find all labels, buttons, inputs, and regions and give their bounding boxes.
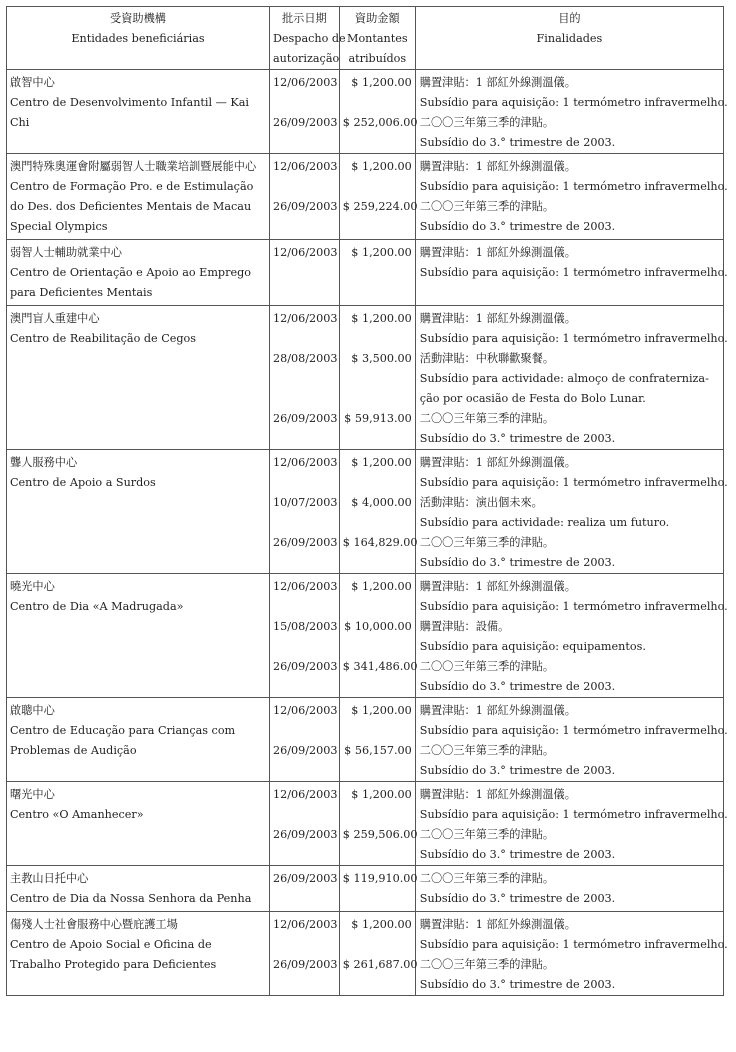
purpose-pt: Subsídio do 3.° trimestre de 2003. xyxy=(419,220,616,233)
grant-amount: $ 59,913.00 xyxy=(344,412,412,425)
amount-cell xyxy=(339,782,418,866)
spacer xyxy=(343,369,412,389)
grant-amount: $ 164,829.00 xyxy=(342,536,418,549)
spacer xyxy=(343,389,412,409)
entity-name-zh: 主教山日托中心 xyxy=(10,872,89,885)
grant-date: 26/09/2003 xyxy=(272,200,338,213)
grant-amount: $ 1,200.00 xyxy=(351,246,412,259)
purpose-cell xyxy=(415,698,728,782)
grant-amount: $ 1,200.00 xyxy=(351,704,412,717)
purpose-pt: Subsídio do 3.° trimestre de 2003. xyxy=(419,432,616,445)
header-date-pt1: Despacho de xyxy=(272,32,346,45)
spacer xyxy=(343,473,412,493)
purpose-pt: Subsídio para aquisição: 1 termómetro infravermelho. xyxy=(419,476,728,489)
spacer xyxy=(273,217,336,237)
header-purpose xyxy=(415,7,723,70)
spacer xyxy=(273,889,336,909)
grant-date: 12/06/2003 xyxy=(272,246,338,259)
purpose-zh: 購置津貼：1 部紅外線測溫儀。 xyxy=(419,246,576,259)
entity-cell xyxy=(7,574,270,698)
header-amount-zh: 資助金額 xyxy=(354,12,400,25)
purpose-zh: 二〇〇三年第三季的津貼。 xyxy=(419,872,555,885)
grant-date: 26/09/2003 xyxy=(272,828,338,841)
date-cell xyxy=(269,912,339,996)
entity-name-pt: Centro de Apoio Social e Oficina de Trabalho Protegido para Deficientes xyxy=(10,938,217,971)
purpose-cell xyxy=(415,912,728,996)
amount-cell xyxy=(339,70,418,154)
grant-date: 28/08/2003 xyxy=(272,352,338,365)
purpose-zh: 二〇〇三年第三季的津貼。 xyxy=(419,412,555,425)
spacer xyxy=(273,513,336,533)
amount-cell xyxy=(339,698,415,782)
table-row xyxy=(7,912,724,996)
entity-cell xyxy=(7,912,270,996)
purpose-pt: Subsídio do 3.° trimestre de 2003. xyxy=(419,556,616,569)
grant-date: 12/06/2003 xyxy=(272,580,338,593)
entity-cell xyxy=(7,866,270,912)
spacer xyxy=(273,263,336,283)
header-purpose-zh: 目的 xyxy=(558,12,581,25)
header-date xyxy=(269,7,346,70)
date-cell xyxy=(269,240,339,306)
table-row xyxy=(7,574,724,698)
purpose-pt: Subsídio para aquisição: 1 termómetro infravermelho. xyxy=(419,724,728,737)
entity-name-zh: 傷殘人士社會服務中心暨庇護工場 xyxy=(10,918,178,931)
table-row xyxy=(7,698,724,782)
entity-name-zh: 曙光中心 xyxy=(10,788,55,801)
purpose-zh: 購置津貼：1 部紅外線測溫儀。 xyxy=(419,76,576,89)
table-row xyxy=(7,866,724,912)
amount-cell xyxy=(339,306,415,450)
purpose-zh: 二〇〇三年第三季的津貼。 xyxy=(419,744,555,757)
spacer xyxy=(343,553,412,573)
spacer xyxy=(343,889,412,909)
grant-amount: $ 3,500.00 xyxy=(351,352,412,365)
purpose-pt: Subsídio para aquisição: 1 termómetro infravermelho. xyxy=(419,180,728,193)
purpose-pt: Subsídio para actividade: realiza um futuro. xyxy=(419,516,670,529)
grant-date: 12/06/2003 xyxy=(272,788,338,801)
table-body xyxy=(7,70,728,996)
purpose-pt: Subsídio para aquisição: equipamentos. xyxy=(419,640,646,653)
amount-cell xyxy=(339,450,418,574)
spacer xyxy=(273,389,336,409)
grant-date: 15/08/2003 xyxy=(272,620,338,633)
entity-name-pt: Centro de Reabilitação de Cegos xyxy=(10,332,197,345)
grant-date: 26/09/2003 xyxy=(272,412,338,425)
spacer xyxy=(273,677,336,697)
spacer xyxy=(273,845,336,865)
spacer xyxy=(273,93,336,113)
spacer xyxy=(273,637,336,657)
purpose-pt: Subsídio do 3.° trimestre de 2003. xyxy=(419,680,616,693)
spacer xyxy=(343,513,412,533)
entity-name-pt: Centro de Dia da Nossa Senhora da Penha xyxy=(10,892,252,905)
purpose-zh: 購置津貼：1 部紅外線測溫儀。 xyxy=(419,788,576,801)
purpose-cell xyxy=(415,866,723,912)
entity-cell xyxy=(7,240,270,306)
entity-name-zh: 曉光中心 xyxy=(10,580,55,593)
header-entity-zh: 受資助機構 xyxy=(110,12,166,25)
table-row xyxy=(7,154,724,240)
grant-amount: $ 4,000.00 xyxy=(351,496,412,509)
grant-amount: $ 1,200.00 xyxy=(351,312,412,325)
entity-name-pt: Centro «O Amanhecer» xyxy=(10,808,144,821)
grant-amount: $ 261,687.00 xyxy=(342,958,418,971)
header-entity xyxy=(7,7,270,70)
grant-amount: $ 259,224.00 xyxy=(342,200,418,213)
entity-cell xyxy=(7,154,270,240)
purpose-pt: Subsídio para aquisição: 1 termómetro infravermelho. xyxy=(419,600,728,613)
date-cell xyxy=(269,782,339,866)
grant-date: 26/09/2003 xyxy=(272,536,338,549)
table-row xyxy=(7,306,724,450)
date-cell xyxy=(269,450,339,574)
purpose-cell xyxy=(415,240,728,306)
entity-cell xyxy=(7,450,270,574)
spacer xyxy=(343,177,412,197)
spacer xyxy=(343,935,412,955)
header-amount-pt2: atribuídos xyxy=(348,52,407,65)
entity-name-zh: 弱智人士輔助就業中心 xyxy=(10,246,122,259)
purpose-pt: Subsídio para aquisição: 1 termómetro infravermelho. xyxy=(419,332,728,345)
spacer xyxy=(273,473,336,493)
purpose-zh: 購置津貼：1 部紅外線測溫儀。 xyxy=(419,456,576,469)
entity-name-pt: Centro de Formação Pro. e de Estimulação do Des. dos Deficientes Mentais de Macau Special Olympics xyxy=(10,180,254,233)
grant-date: 12/06/2003 xyxy=(272,704,338,717)
table-row xyxy=(7,70,724,154)
grant-amount: $ 1,200.00 xyxy=(351,788,412,801)
grant-amount: $ 1,200.00 xyxy=(351,580,412,593)
table-row xyxy=(7,240,724,306)
spacer xyxy=(273,177,336,197)
spacer xyxy=(273,553,336,573)
grant-date: 12/06/2003 xyxy=(272,918,338,931)
entity-name-pt: Centro de Desenvolvimento Infantil — Kai Chi xyxy=(10,96,249,129)
purpose-pt: Subsídio para aquisição: 1 termómetro infravermelho. xyxy=(419,938,728,951)
grant-date: 26/09/2003 xyxy=(272,958,338,971)
purpose-zh: 活動津貼：中秋聯歡聚餐。 xyxy=(419,352,555,365)
purpose-pt: Subsídio para aquisição: 1 termómetro infravermelho. xyxy=(419,96,728,109)
spacer xyxy=(273,761,336,781)
header-date-zh: 批示日期 xyxy=(281,12,327,25)
date-cell xyxy=(269,306,339,450)
purpose-zh: 活動津貼：演出個未來。 xyxy=(419,496,543,509)
purpose-pt: Subsídio do 3.° trimestre de 2003. xyxy=(419,978,616,991)
purpose-cell xyxy=(415,306,728,450)
purpose-zh: 二〇〇三年第三季的津貼。 xyxy=(419,660,555,673)
purpose-cell xyxy=(415,154,728,240)
purpose-pt: Subsídio para aquisição: 1 termómetro infravermelho. xyxy=(419,266,728,279)
spacer xyxy=(343,677,412,697)
spacer xyxy=(343,637,412,657)
purpose-pt: Subsídio do 3.° trimestre de 2003. xyxy=(419,764,616,777)
grant-date: 12/06/2003 xyxy=(272,160,338,173)
spacer xyxy=(343,217,412,237)
entity-cell xyxy=(7,782,270,866)
grant-amount: $ 1,200.00 xyxy=(351,76,412,89)
purpose-pt: Subsídio para aquisição: 1 termómetro infravermelho. xyxy=(419,808,728,821)
purpose-zh: 購置津貼：設備。 xyxy=(419,620,510,633)
spacer xyxy=(273,975,336,995)
spacer xyxy=(343,761,412,781)
date-cell xyxy=(269,154,339,240)
header-entity-pt: Entidades beneficiárias xyxy=(71,32,205,45)
grant-amount: $ 259,506.00 xyxy=(342,828,418,841)
purpose-zh: 購置津貼：1 部紅外線測溫儀。 xyxy=(419,580,576,593)
spacer xyxy=(273,329,336,349)
grant-date: 12/06/2003 xyxy=(272,312,338,325)
purpose-cell xyxy=(415,574,728,698)
spacer xyxy=(343,263,412,283)
amount-cell xyxy=(339,912,418,996)
grant-date: 12/06/2003 xyxy=(272,456,338,469)
table-row xyxy=(7,450,724,574)
spacer xyxy=(273,369,336,389)
amount-cell xyxy=(339,866,418,912)
entity-cell xyxy=(7,70,270,154)
spacer xyxy=(273,721,336,741)
grant-date: 10/07/2003 xyxy=(272,496,338,509)
grant-date: 26/09/2003 xyxy=(272,744,338,757)
entity-name-zh: 澳門盲人重建中心 xyxy=(10,312,100,325)
amount-cell xyxy=(339,154,418,240)
header-purpose-pt: Finalidades xyxy=(536,32,603,45)
grant-amount: $ 1,200.00 xyxy=(351,918,412,931)
entity-name-zh: 聾人服務中心 xyxy=(10,456,78,469)
purpose-zh: 二〇〇三年第三季的津貼。 xyxy=(419,958,555,971)
grants-table xyxy=(6,6,728,996)
entity-cell xyxy=(7,698,270,782)
grant-date: 26/09/2003 xyxy=(272,116,338,129)
entity-cell xyxy=(7,306,270,450)
purpose-zh: 購置津貼：1 部紅外線測溫儀。 xyxy=(419,160,576,173)
entity-name-zh: 啟聰中心 xyxy=(10,704,55,717)
date-cell xyxy=(269,866,339,912)
purpose-cell xyxy=(415,782,728,866)
purpose-pt: Subsídio do 3.° trimestre de 2003. xyxy=(419,848,616,861)
purpose-zh: 二〇〇三年第三季的津貼。 xyxy=(419,828,555,841)
header-amount xyxy=(339,7,415,70)
grant-amount: $ 10,000.00 xyxy=(344,620,412,633)
purpose-pt: Subsídio do 3.° trimestre de 2003. xyxy=(419,136,616,149)
grant-amount: $ 1,200.00 xyxy=(351,160,412,173)
date-cell xyxy=(269,574,339,698)
spacer xyxy=(273,133,336,153)
spacer xyxy=(343,133,412,153)
entity-name-pt: Centro de Educação para Crianças com Problemas de Audição xyxy=(10,724,236,757)
purpose-zh: 購置津貼：1 部紅外線測溫儀。 xyxy=(419,918,576,931)
spacer xyxy=(343,805,412,825)
date-cell xyxy=(269,70,339,154)
purpose-zh: 購置津貼：1 部紅外線測溫儀。 xyxy=(419,704,576,717)
spacer xyxy=(273,429,336,449)
header-date-pt2: autorização xyxy=(272,52,340,65)
purpose-cell xyxy=(415,450,728,574)
grant-amount: $ 252,006.00 xyxy=(342,116,418,129)
entity-name-zh: 啟智中心 xyxy=(10,76,55,89)
spacer xyxy=(273,805,336,825)
spacer xyxy=(343,93,412,113)
spacer xyxy=(343,597,412,617)
entity-name-pt: Centro de Apoio a Surdos xyxy=(10,476,156,489)
purpose-zh: 二〇〇三年第三季的津貼。 xyxy=(419,116,555,129)
date-cell xyxy=(269,698,339,782)
grant-amount: $ 341,486.00 xyxy=(342,660,418,673)
spacer xyxy=(343,975,412,995)
purpose-zh: 二〇〇三年第三季的津貼。 xyxy=(419,200,555,213)
purpose-zh: 購置津貼：1 部紅外線測溫儀。 xyxy=(419,312,576,325)
entity-name-pt: Centro de Dia «A Madrugada» xyxy=(10,600,184,613)
grant-amount: $ 56,157.00 xyxy=(344,744,412,757)
amount-cell xyxy=(339,574,418,698)
spacer xyxy=(273,597,336,617)
spacer xyxy=(273,935,336,955)
grant-amount: $ 1,200.00 xyxy=(351,456,412,469)
entity-name-zh: 澳門特殊奧運會附屬弱智人士職業培訓暨展能中心 xyxy=(10,160,257,173)
spacer xyxy=(343,721,412,741)
table-header xyxy=(7,7,724,70)
entity-name-pt: Centro de Orientação e Apoio ao Emprego para Deficientes Mentais xyxy=(10,266,251,299)
purpose-pt: Subsídio do 3.° trimestre de 2003. xyxy=(419,892,616,905)
grant-date: 12/06/2003 xyxy=(272,76,338,89)
header-amount-pt1: Montantes xyxy=(346,32,408,45)
table-row xyxy=(7,782,724,866)
purpose-pt: Subsídio para actividade: almoço de confraterniza-ção por ocasião de Festa do Bolo Lunar. xyxy=(419,372,709,405)
spacer xyxy=(343,329,412,349)
spacer xyxy=(343,845,412,865)
purpose-zh: 二〇〇三年第三季的津貼。 xyxy=(419,536,555,549)
amount-cell xyxy=(339,240,415,306)
purpose-cell xyxy=(415,70,728,154)
spacer xyxy=(343,429,412,449)
grant-date: 26/09/2003 xyxy=(272,660,338,673)
grant-amount: $ 119,910.00 xyxy=(342,872,418,885)
grant-date: 26/09/2003 xyxy=(272,872,338,885)
